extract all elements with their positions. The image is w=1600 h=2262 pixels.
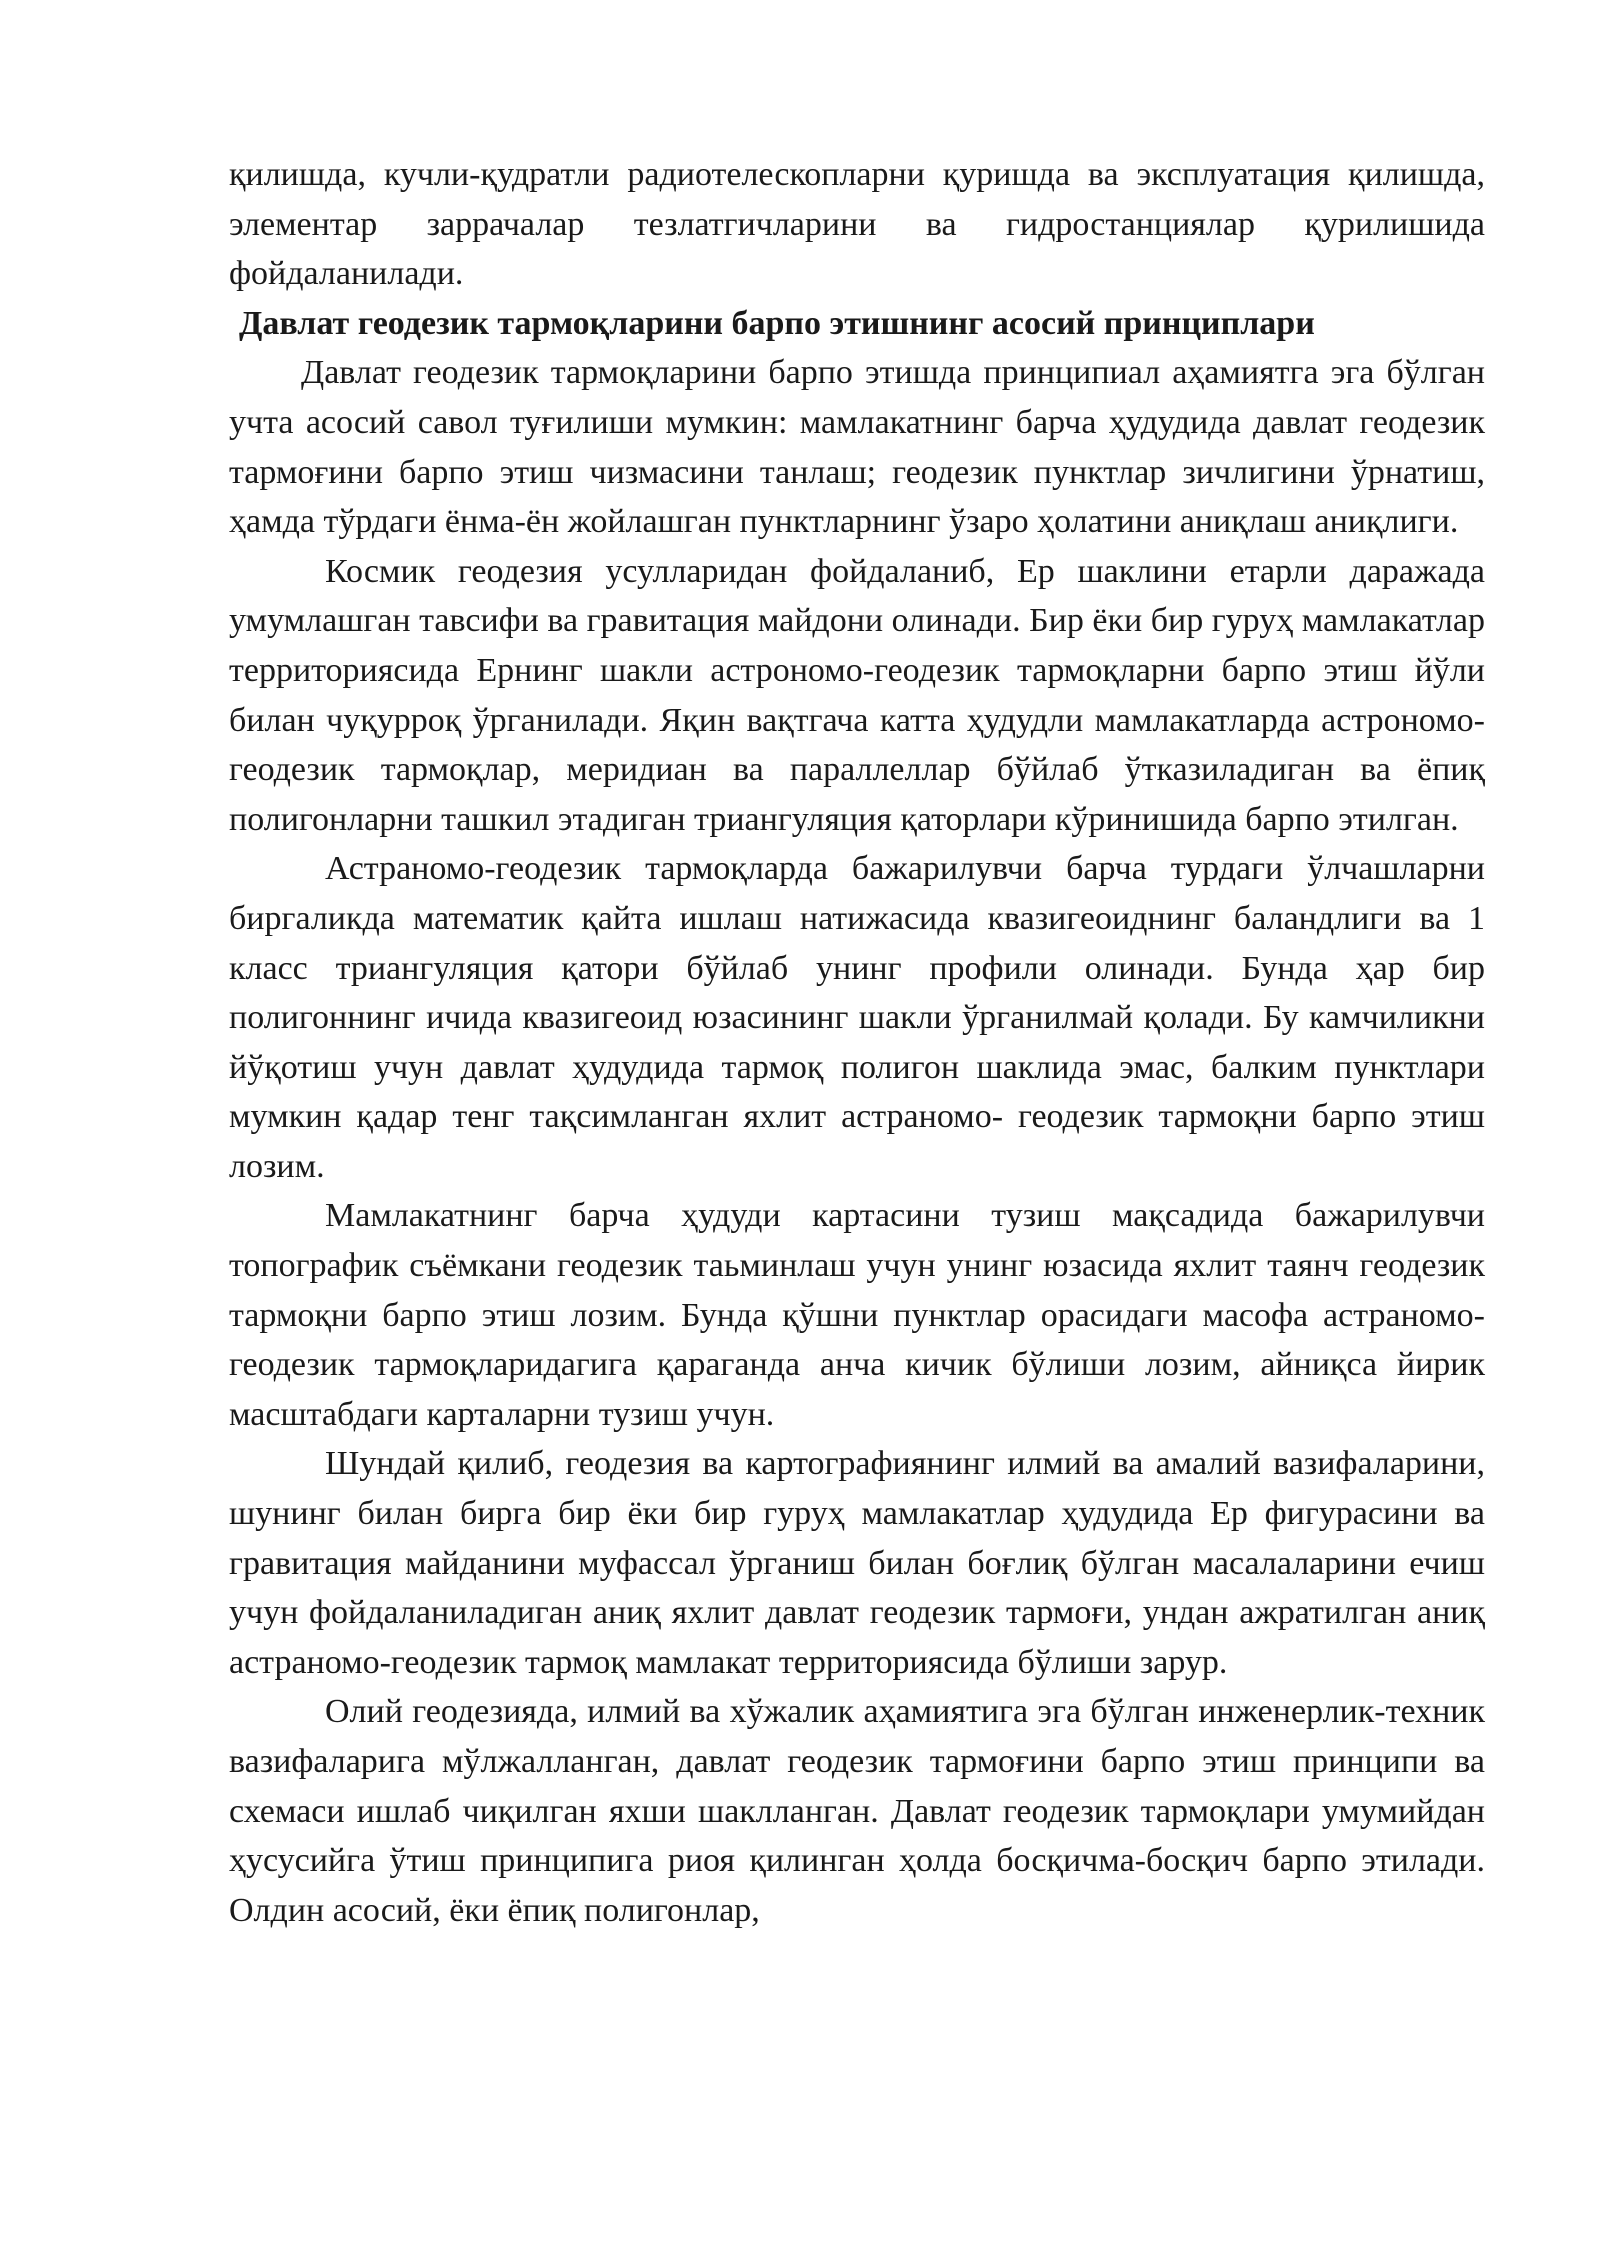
body-paragraph-6: Олий геодезияда, илмий ва хўжалик аҳамиятига эга бўлган инженерлик-техник вазифаларига мўлжалланган, давлат геодезик тармоғини барпо этиш принципи ва схемаси ишлаб чиқилган яхши шаклланган. Давлат геодезик тармоқлари умумийдан ҳусусийга ўтиш принципига риоя қилинган ҳолда босқичма-босқич барпо этилади. Олдин асосий, ёки ёпиқ полигонлар, <box>229 1693 1485 1929</box>
body-paragraph-4: Мамлакатнинг барча ҳудуди картасини тузиш мақсадида бажарилувчи топографик съёмкани геодезик таьминлаш учун унинг юзасида яхлит таянч геодезик тармоқни барпо этиш лозим. Бунда қўшни пунктлар орасидаги масофа астраномо- геодезик тармоқларидагига қараганда анча кичик бўлиши лозим, айниқса йирик масштабдаги карталарни тузиш учун. <box>229 1197 1485 1433</box>
body-paragraph-1: Давлат геодезик тармоқларини барпо этишда принципиал аҳамиятга эга бўлган учта асосий савол туғилиши мумкин: мамлакатнинг барча ҳудудида давлат геодезик тармоғини барпо этиш чизмасини танлаш; геодезик пунктлар зичлигини ўрнатиш, ҳамда тўрдаги ёнма-ён жойлашган пунктларнинг ўзаро ҳолатини аниқлаш аниқлиги. <box>229 354 1485 541</box>
document-page <box>229 150 1485 1935</box>
intro-paragraph: қилишда, кучли-қудратли радиотелескопларни қуришда ва эксплуатация қилишда, элементар заррачалар тезлатгичларини ва гидростанциялар қурилишида фойдаланилади. <box>229 156 1485 293</box>
body-paragraph-5: Шундай қилиб, геодезия ва картографиянинг илмий ва амалий вазифаларини, шунинг билан бирга бир ёки бир гуруҳ мамлакатлар ҳудудида Ер фигурасини ва гравитация майданини муфассал ўрганиш билан боғлиқ бўлган масалаларини ечиш учун фойдаланиладиган аниқ яхлит давлат геодезик тармоғи, ундан ажратилган аниқ астраномо-геодезик тармоқ мамлакат территориясида бўлиши зарур. <box>229 1445 1485 1681</box>
body-paragraph-3: Астраномо-геодезик тармоқларда бажарилувчи барча турдаги ўлчашларни биргаликда математик қайта ишлаш натижасида квазигеоиднинг баландлиги ва 1 класс триангуляция қатори бўйлаб унинг профили олинади. Бунда ҳар бир полигоннинг ичида квазигеоид юзасининг шакли ўрганилмай қолади. Бу камчиликни йўқотиш учун давлат ҳудудида тармоқ полигон шаклида эмас, балким пунктлари мумкин қадар тенг тақсимланган яхлит астраномо- геодезик тармоқни барпо этиш лозим. <box>229 850 1485 1185</box>
body-paragraph-2: Космик геодезия усулларидан фойдаланиб, Ер шаклини етарли даражада умумлашган тавсифи ва гравитация майдони олинади. Бир ёки бир гуруҳ мамлакатлар территориясида Ернинг шакли астрономо-геодезик тармоқларни барпо этиш йўли билан чуқурроқ ўрганилади. Яқин вақтгача катта ҳудудли мамлакатларда астрономо- геодезик тармоқлар, меридиан ва параллеллар бўйлаб ўтказиладиган ва ёпиқ полигонларни ташкил этадиган триангуляция қаторлари кўринишида барпо этилган. <box>229 552 1485 838</box>
section-heading: Давлат геодезик тармоқларини барпо этишнинг асосий принциплари <box>239 304 1315 342</box>
